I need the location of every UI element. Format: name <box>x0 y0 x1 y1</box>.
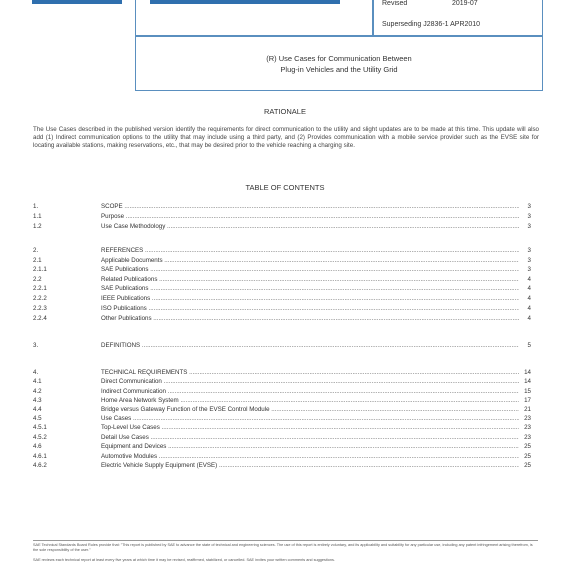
toc-entry-page: 3 <box>527 223 531 230</box>
toc-entry-number: 4.5 <box>33 415 42 422</box>
footer-note-2: SAE reviews each technical report at least every five years at which time it may be revised, reaffirmed, stabilized, or cancelled. SAE invites your written comments and suggestions. <box>33 558 335 562</box>
toc-entry-number: 4.1 <box>33 378 42 385</box>
toc-entry[interactable] <box>33 462 531 470</box>
toc-entry-page: 21 <box>524 406 531 413</box>
toc-entry-number: 3. <box>33 342 39 349</box>
toc-entry-title: ISO Publications ..... <box>101 305 519 313</box>
toc-entry-page: 25 <box>524 453 531 460</box>
doc-title-line-1: (R) Use Cases for Communication Between <box>266 54 412 63</box>
toc-entry[interactable] <box>33 257 531 265</box>
toc-entry-page: 23 <box>524 424 531 431</box>
toc-entry-title: Indirect Communication ..... <box>101 388 519 396</box>
toc-entry-page: 25 <box>524 462 531 469</box>
toc-entry-page: 15 <box>524 388 531 395</box>
toc-entry[interactable] <box>33 276 531 284</box>
toc-entry-page: 3 <box>527 203 531 210</box>
toc-entry[interactable] <box>33 453 531 461</box>
toc-entry-number: 2.1 <box>33 257 42 264</box>
toc-entry-page: 17 <box>524 397 531 404</box>
toc-entry-title: Use Cases ..... <box>101 415 519 423</box>
toc-entry[interactable] <box>33 397 531 405</box>
toc-entry-page: 4 <box>527 295 531 302</box>
toc-entry-title: Related Publications ..... <box>101 276 519 284</box>
toc-entry[interactable] <box>33 315 531 323</box>
header-divider-horizontal <box>136 35 542 37</box>
toc-entry[interactable] <box>33 424 531 432</box>
toc-entry-title: DEFINITIONS ..... <box>101 342 519 350</box>
toc-entry-title: Direct Communication ..... <box>101 378 519 386</box>
toc-entry[interactable] <box>33 305 531 313</box>
toc-entry-number: 4.6.1 <box>33 453 47 460</box>
revised-label: Revised <box>382 0 408 7</box>
toc-entry-title: Equipment and Devices ..... <box>101 443 519 451</box>
toc-entry-number: 2.2.2 <box>33 295 47 302</box>
toc-entry-number: 1.2 <box>33 223 42 230</box>
toc-heading: TABLE OF CONTENTS <box>245 183 325 192</box>
toc-entry-title: Purpose ..... <box>101 213 519 221</box>
toc-entry-number: 4.6 <box>33 443 42 450</box>
toc-entry-page: 5 <box>527 342 531 349</box>
toc-entry[interactable] <box>33 406 531 414</box>
toc-entry[interactable] <box>33 247 531 255</box>
toc-entry-title: Home Area Network System ..... <box>101 397 519 405</box>
toc-entry-number: 2.2.1 <box>33 285 47 292</box>
toc-entry[interactable] <box>33 285 531 293</box>
superseding-note: Superseding J2836-1 APR2010 <box>382 21 481 28</box>
toc-entry[interactable] <box>33 434 531 442</box>
toc-entry-number: 4.5.1 <box>33 424 47 431</box>
toc-entry-title: IEEE Publications ..... <box>101 295 519 303</box>
toc-entry[interactable] <box>33 415 531 423</box>
toc-entry-title: TECHNICAL REQUIREMENTS ..... <box>101 369 519 377</box>
toc-entry[interactable] <box>33 203 531 211</box>
toc-entry-number: 4.3 <box>33 397 42 404</box>
toc-entry[interactable] <box>33 388 531 396</box>
rationale-heading: RATIONALE <box>264 107 306 116</box>
toc-entry-title: Use Case Methodology ..... <box>101 223 519 231</box>
toc-entry-number: 2.1.1 <box>33 266 47 273</box>
toc-entry-page: 3 <box>527 257 531 264</box>
header-divider-vertical <box>372 0 374 35</box>
toc-entry-title: Detail Use Cases ..... <box>101 434 519 442</box>
toc-entry-number: 4.4 <box>33 406 42 413</box>
toc-entry-title: Electric Vehicle Supply Equipment (EVSE) ..... <box>101 462 519 470</box>
footer-rule <box>33 540 538 541</box>
toc-entry-title: Applicable Documents ..... <box>101 257 519 265</box>
revised-date: 2019-07 <box>452 0 478 7</box>
toc-entry-page: 14 <box>524 378 531 385</box>
toc-entry-page: 4 <box>527 285 531 292</box>
toc-entry-title: Bridge versus Gateway Function of the EVSE Control Module ..... <box>101 406 519 414</box>
toc-entry-number: 4. <box>33 369 39 376</box>
toc-entry-title: SAE Publications ..... <box>101 285 519 293</box>
toc-entry-page: 3 <box>527 213 531 220</box>
toc-entry-title: Automotive Modules ..... <box>101 453 519 461</box>
toc-entry[interactable] <box>33 378 531 386</box>
doc-title-line-2: Plug-in Vehicles and the Utility Grid <box>280 65 398 74</box>
toc-entry-number: 4.2 <box>33 388 42 395</box>
toc-entry[interactable] <box>33 342 531 350</box>
toc-entry-number: 4.6.2 <box>33 462 47 469</box>
toc-entry-title: Top-Level Use Cases ..... <box>101 424 519 432</box>
toc-entry-number: 2.2 <box>33 276 42 283</box>
toc-entry-page: 4 <box>527 315 531 322</box>
toc-entry-title: SAE Publications ..... <box>101 266 519 274</box>
toc-entry[interactable] <box>33 369 531 377</box>
toc-entry-page: 14 <box>524 369 531 376</box>
toc-entry-number: 2.2.3 <box>33 305 47 312</box>
toc-entry[interactable] <box>33 443 531 451</box>
toc-entry-title: Other Publications ..... <box>101 315 519 323</box>
toc-entry-page: 4 <box>527 276 531 283</box>
toc-entry-page: 23 <box>524 434 531 441</box>
toc-entry-number: 4.5.2 <box>33 434 47 441</box>
toc-entry-page: 25 <box>524 443 531 450</box>
header-box <box>135 0 543 91</box>
toc-entry[interactable] <box>33 213 531 221</box>
toc-entry[interactable] <box>33 223 531 231</box>
toc-entry-page: 3 <box>527 266 531 273</box>
footer-note-1: SAE Technical Standards Board Rules provide that: "This report is published by SAE to advance the state of technical and engineering sciences. The use of this report is entirely voluntary, and its applicability and suitability for any particular use, including any patent infringement arising therefrom, is the sole responsibility of the user." <box>33 543 533 552</box>
rationale-paragraph: The Use Cases described in the published version identify the requirements for direct communication to the utility and slight updates are to be made at this time. This update will also add (1) Indirect communication options to the utility that may include using a third party, and (2) Provides communication with a mobile service provider such as the EVSE site for locating available stations, making reservations, etc., that may be desired prior to the vehicle reaching a charging site. <box>33 126 539 149</box>
toc-entry-title: REFERENCES ..... <box>101 247 519 255</box>
toc-entry[interactable] <box>33 295 531 303</box>
toc-entry-number: 2.2.4 <box>33 315 47 322</box>
toc-entry-number: 1.1 <box>33 213 42 220</box>
toc-entry[interactable] <box>33 266 531 274</box>
toc-entry-page: 23 <box>524 415 531 422</box>
toc-entry-number: 2. <box>33 247 39 254</box>
toc-entry-page: 3 <box>527 247 531 254</box>
brand-bar <box>32 0 122 4</box>
toc-entry-number: 1. <box>33 203 39 210</box>
toc-entry-page: 4 <box>527 305 531 312</box>
toc-entry-title: SCOPE ..... <box>101 203 519 211</box>
